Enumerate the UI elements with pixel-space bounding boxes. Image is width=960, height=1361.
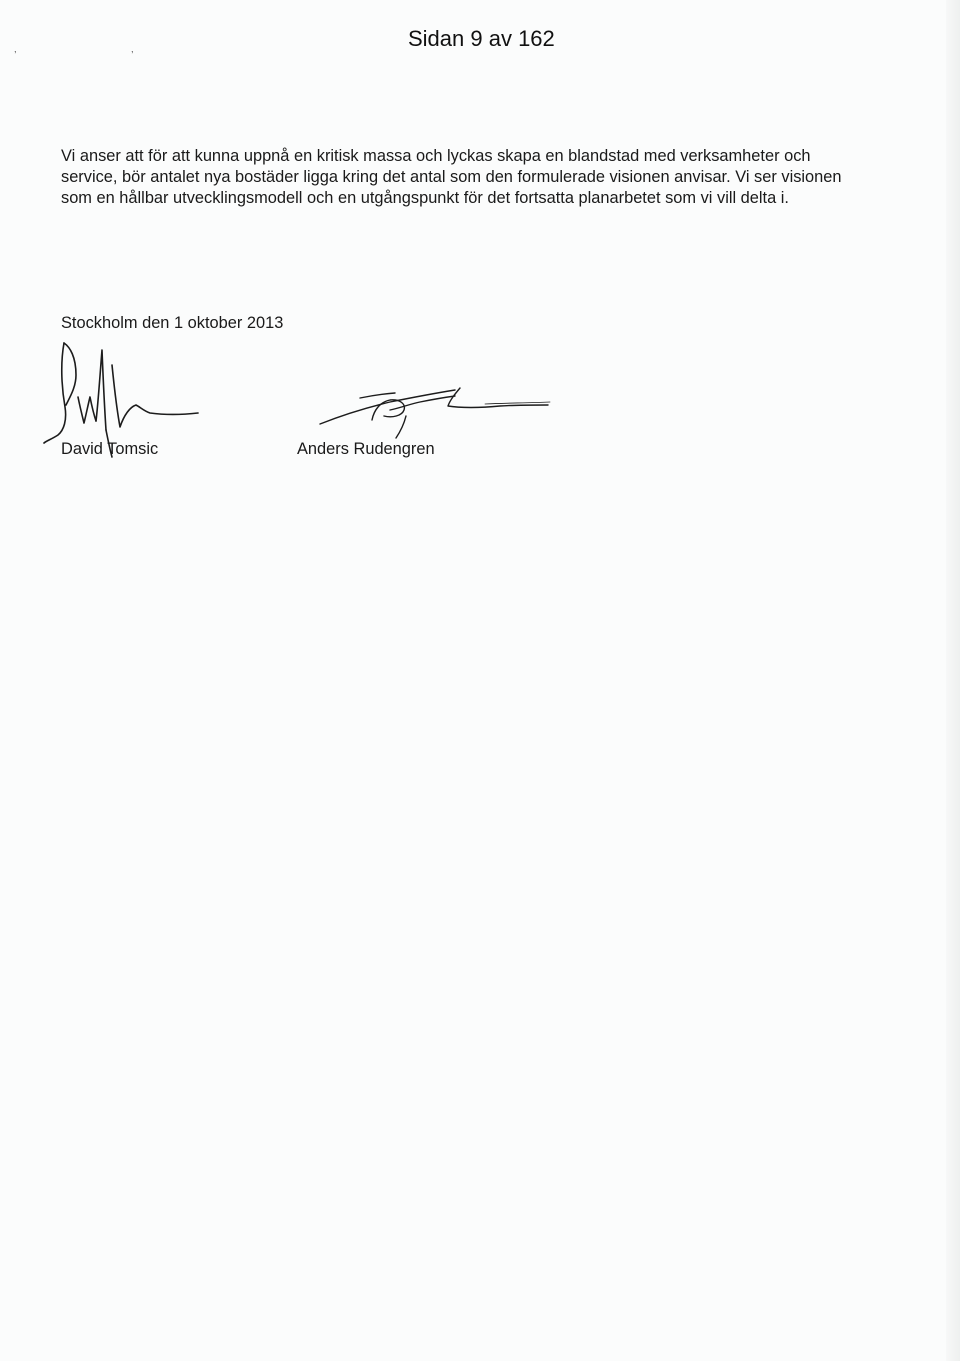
signature-anders-rudengren — [310, 380, 555, 440]
scan-marks: , , — [14, 44, 190, 54]
body-paragraph: Vi anser att för att kunna uppnå en kritisk massa och lyckas skapa en blandstad med verksamheter och service, bör antalet nya bostäder ligga kring det antal som den formulerade visionen anvisar. Vi ser visionen som en hållbar utvecklingsmodell och en utgångspunkt för det fortsatta planarbetet som vi vill delta i. — [61, 147, 842, 207]
scan-edge-shadow — [946, 0, 960, 1361]
place-date: Stockholm den 1 oktober 2013 — [61, 314, 284, 332]
page-number: Sidan 9 av 162 — [408, 26, 555, 51]
signatory-name-2: Anders Rudengren — [297, 440, 435, 458]
signatory-name-1: David Tomsic — [61, 440, 159, 458]
body-text — [61, 146, 851, 209]
